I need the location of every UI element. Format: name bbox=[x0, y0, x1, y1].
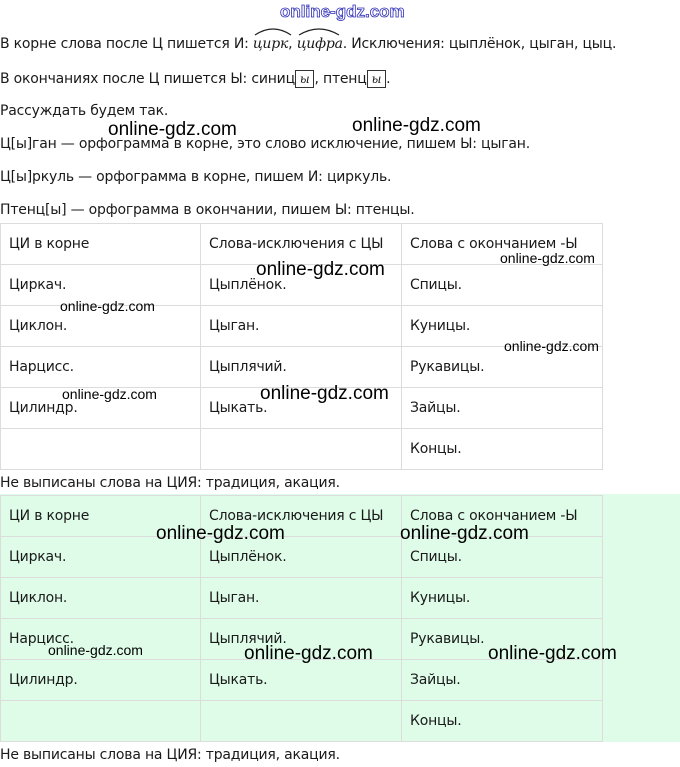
rule-ci-root-text: В корне слова после Ц пишется И: bbox=[0, 36, 253, 52]
watermark: online-gdz.com bbox=[500, 250, 595, 266]
rule-cy-ending: В окончаниях после Ц пишется Ы: синиц ы , птенц ы . bbox=[0, 71, 391, 87]
watermark: online-gdz.com bbox=[60, 298, 155, 314]
table-cell: Цыган. bbox=[201, 306, 402, 347]
table-cell: Концы. bbox=[402, 429, 603, 470]
ending-box-icon: ы bbox=[367, 70, 387, 88]
example-word-cifra: цифра bbox=[297, 36, 343, 52]
reasoning-cygan: Ц[ы]ган — орфограмма в корне, это слово исключение, пишем Ы: цыган. bbox=[0, 136, 530, 152]
watermark: online-gdz.com bbox=[244, 643, 373, 664]
table-row bbox=[1, 660, 603, 701]
watermark: online-gdz.com bbox=[400, 523, 529, 544]
table-cell: Куницы. bbox=[402, 578, 603, 619]
table-cell: Цыплячий. bbox=[201, 619, 402, 660]
table-header-cell: Слова с окончанием -Ы bbox=[402, 496, 603, 537]
table-cell: Нарцисс. bbox=[1, 347, 201, 388]
table-cell: Циркач. bbox=[1, 537, 201, 578]
table-cell: Спицы. bbox=[402, 537, 603, 578]
table-cell: Цыплячий. bbox=[201, 347, 402, 388]
table-cell: Цыплёнок. bbox=[201, 265, 402, 306]
watermark: online-gdz.com bbox=[62, 386, 157, 402]
table-cell: Рукавицы. bbox=[402, 347, 603, 388]
root-arc-icon bbox=[253, 25, 293, 37]
table-header-cell: ЦИ в корне bbox=[1, 224, 201, 265]
table-cell: Рукавицы. bbox=[402, 619, 603, 660]
watermark: online-gdz.com bbox=[108, 119, 237, 140]
watermark: online-gdz.com bbox=[352, 115, 481, 136]
table-header-cell: Слова с окончанием -Ы bbox=[402, 224, 603, 265]
table-cell: Зайцы. bbox=[402, 660, 603, 701]
table-cell: Циклон. bbox=[1, 578, 201, 619]
root-arc-icon bbox=[297, 25, 341, 37]
watermark: online-gdz.com bbox=[260, 383, 389, 404]
reasoning-ptency: Птенц[ы] — орфограмма в окончании, пишем Ы: птенцы. bbox=[0, 202, 415, 218]
watermark: online-gdz.com bbox=[48, 642, 143, 658]
table-cell bbox=[201, 701, 402, 742]
table-header-cell: Слова-исключения с ЦЫ bbox=[201, 496, 402, 537]
table-cell: Зайцы. bbox=[402, 388, 603, 429]
watermark: online-gdz.com bbox=[504, 338, 599, 354]
note-cia-1: Не выписаны слова на ЦИЯ: традиция, акация. bbox=[0, 475, 340, 491]
table-header-cell: Слова-исключения с ЦЫ bbox=[201, 224, 402, 265]
table-header-cell: ЦИ в корне bbox=[1, 496, 201, 537]
table-cell: Цыплёнок. bbox=[201, 537, 402, 578]
table-cell: Цыкать. bbox=[201, 660, 402, 701]
note-cia-2: Не выписаны слова на ЦИЯ: традиция, акация. bbox=[0, 747, 340, 763]
table-cell: Циклон. bbox=[1, 306, 201, 347]
rule-ci-root: В корне слова после Ц пишется И: цирк, цифра. Исключения: цыплёнок, цыган, цыц. bbox=[0, 36, 616, 52]
table-cell: Циркач. bbox=[1, 265, 201, 306]
table-cell bbox=[1, 429, 201, 470]
table-row bbox=[1, 429, 603, 470]
table-cell: Концы. bbox=[402, 701, 603, 742]
table-cell: Нарцисс. bbox=[1, 619, 201, 660]
reasoning-cirkul: Ц[ы]ркуль — орфограмма в корне, пишем И: циркуль. bbox=[0, 169, 392, 185]
watermark: online-gdz.com bbox=[256, 259, 385, 280]
example-word-cirk: цирк bbox=[253, 36, 288, 52]
table-cell: Цыган. bbox=[201, 578, 402, 619]
table-cell: Куницы. bbox=[402, 306, 603, 347]
watermark: online-gdz.com bbox=[156, 523, 285, 544]
ending-box-icon: ы bbox=[295, 70, 315, 88]
header-watermark: online-gdz.com bbox=[280, 2, 405, 21]
table-row bbox=[1, 701, 603, 742]
table-cell: Спицы. bbox=[402, 265, 603, 306]
table-cell: Цилиндр. bbox=[1, 388, 201, 429]
table-row bbox=[1, 578, 603, 619]
watermark: online-gdz.com bbox=[488, 643, 617, 664]
table-cell: Цыкать. bbox=[201, 388, 402, 429]
table-cell bbox=[201, 429, 402, 470]
table-cell: Цилиндр. bbox=[1, 660, 201, 701]
reasoning-intro: Рассуждать будем так. bbox=[0, 103, 169, 119]
table-cell bbox=[1, 701, 201, 742]
